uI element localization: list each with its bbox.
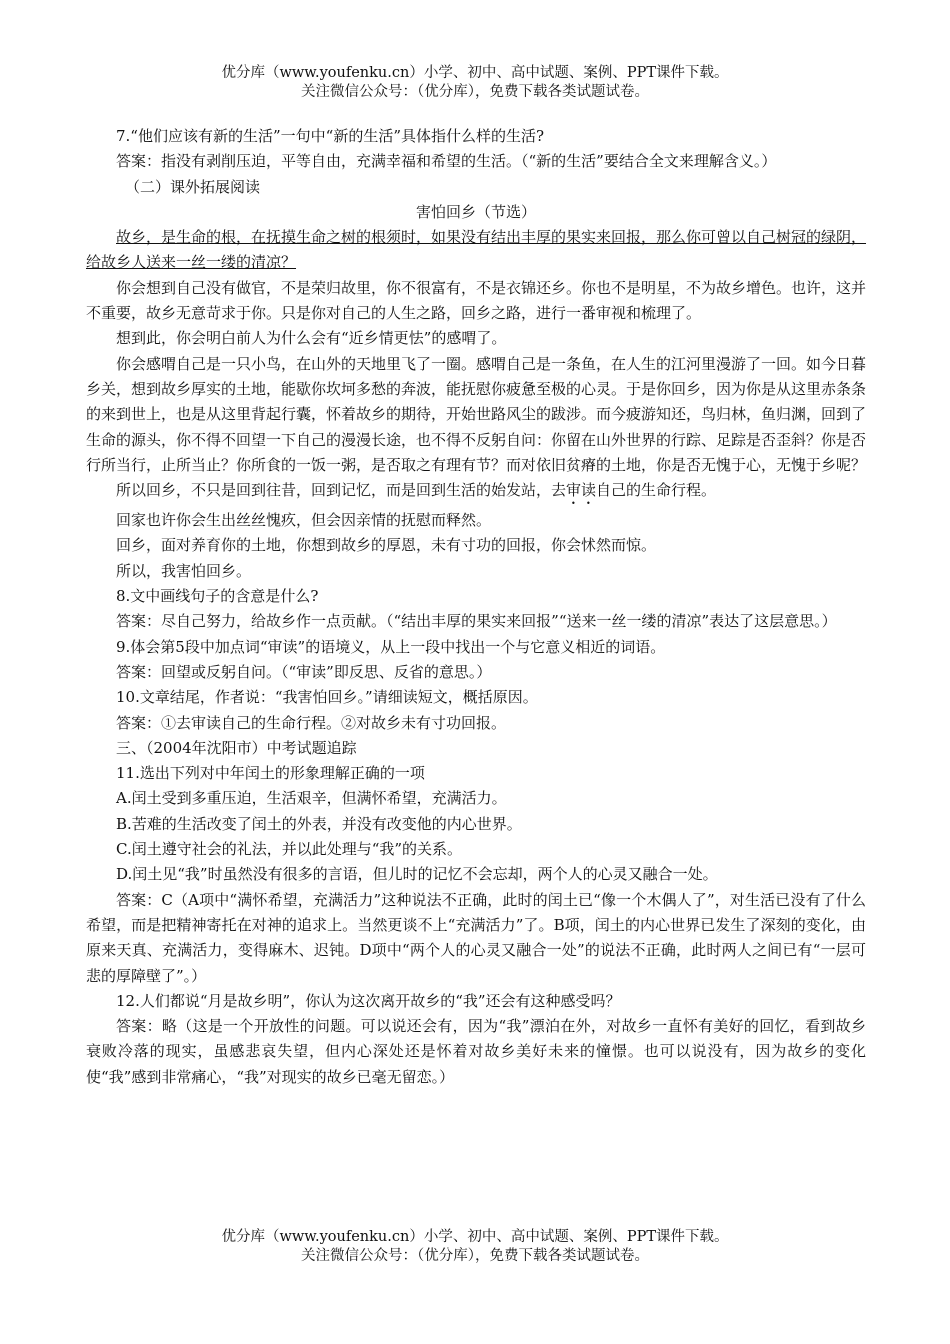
q11-answer: 答案：C（A项中“满怀希望，充满活力”这种说法不正确，此时的闰土已“像一个木偶人了”，对生活已没有了什么希望，而是把精神寄托在对神的追求上。当然更谈不上“充满活力”了。B项，闰土的内心世界已发生了深刻的变化，由原来天真、充满活力，变得麻木、迟钝。D项中“两个人的心灵又融合一处”的说法不正确，此时两人之间已有“一层可悲的厚障壁了”。）	[86, 890, 866, 985]
q10-question: 10.文章结尾，作者说：“我害怕回乡。”请细读短文，概括原因。	[116, 688, 538, 707]
passage-p1	[86, 225, 866, 276]
q7-question: 7.“他们应该有新的生活”一句中“新的生活”具体指什么样的生活?	[116, 127, 545, 145]
q12-question: 12.人们都说“月是故乡明”，你认为这次离开故乡的“我”还会有这种感受吗？	[116, 991, 621, 1010]
page-footer	[0, 1228, 950, 1266]
passage-title: 害怕回乡（节选）	[415, 202, 536, 221]
footer-line-2: 关注微信公众号：（优分库），免费下载各类试题试卷。	[301, 1248, 649, 1264]
passage-p2: 你会想到自己没有做官，不是荣归故里，你不很富有，不是衣锦还乡。你也不是明星，不为故乡增色。也许，这并不重要，故乡无意苛求于你。只是你对自己的人生之路，回乡之路，进行一番审视和梳理了。	[86, 278, 867, 323]
passage-p4: 你会感喟自己是一只小鸟，在山外的天地里飞了一圈。感喟自己是一条鱼，在人生的江河里漫游了一回。如今日暮乡关，想到故乡厚实的土地，能歇你坎坷多愁的奔波，能抚慰你疲惫至极的心灵。于是你回乡，因为你是从这里赤条条的来到世上，也是从这里背起行囊，怀着故乡的期待，开始世路风尘的跋涉。而今疲游知还，鸟归林，鱼归渊，回到了生命的源头，你不得不回望一下自己的漫漫长途，也不得不反躬自问：你留在山外世界的行踪、足踪是否歪斜？你是否行所当行，止所当止？你所食的一饭一粥，是否取之有理有节？而对依旧贫瘠的土地，你是否无愧于心，无愧于乡呢？	[86, 354, 867, 474]
q8-question: 8.文中画线句子的含意是什么?	[116, 587, 319, 606]
header-line-2: 关注微信公众号：（优分库），免费下载各类试题试卷。	[301, 84, 649, 100]
q11-option-b: B.苦难的生活改变了闰土的外表，并没有改变他的内心世界。	[116, 814, 522, 833]
q11-option-d: D.闰土见“我”时虽然没有很多的言语，但儿时的记忆不会忘却，两个人的心灵又融合一处。	[116, 865, 718, 884]
footer-line-1: 优分库（www.youfenku.cn）小学、初中、高中试题、案例、PPT课件下载。	[221, 1229, 729, 1245]
q7-answer: 答案：指没有剥削压迫，平等自由，充满幸福和希望的生活。（“新的生活”要结合全文来理解含义。）	[116, 152, 777, 171]
underlined-sentence: 故乡，是生命的根，在抚摸生命之树的根须时，如果没有结出丰厚的果实来回报，那么你可曾以自己树冠的绿阴，给故乡人送来一丝一缕的清凉？	[86, 228, 867, 272]
passage-p5	[86, 478, 866, 508]
section3-heading: 三、（2004年沈阳市）中考试题追踪	[116, 738, 357, 757]
q12-answer: 答案：略（这是一个开放性的问题。可以说还会有，因为“我”漂泊在外，对故乡一直怀有美好的回忆，看到故乡衰败冷落的现实，虽感悲哀失望，但内心深处还是怀着对故乡美好未来的憧憬。也可以说没有，因为故乡的变化使“我”感到非常痛心，“我”对现实的故乡已毫无留恋。）	[86, 1017, 866, 1086]
q9-answer: 答案：回望或反躬自问。（“审读”即反思、反省的意思。）	[116, 662, 492, 681]
passage-p3: 想到此，你会明白前人为什么会有“近乡情更怯”的感喟了。	[116, 329, 507, 348]
q11-option-a: A.闰土受到多重压迫，生活艰辛，但满怀希望，充满活力。	[116, 789, 507, 808]
q11-option-c: C.闰土遵守社会的礼法，并以此处理与“我”的关系。	[116, 840, 463, 859]
document-body	[86, 124, 866, 1090]
p5-before: 所以回乡，不只是回到往昔，回到记忆，而是回到生活的始发站，去	[116, 481, 567, 500]
q11-question: 11.选出下列对中年闰土的形象理解正确的一项	[116, 764, 425, 783]
dotted-word: 审读	[566, 481, 597, 500]
section2-heading: （二）课外拓展阅读	[125, 177, 261, 196]
q8-answer: 答案：尽自己努力，给故乡作一点贡献。（“结出丰厚的果实来回报”“送来一丝一缕的清凉”表达了这层意思。）	[116, 612, 837, 631]
passage-p6: 回家也许你会生出丝丝愧疚，但会因亲情的抚慰而释然。	[116, 511, 492, 530]
q10-answer: 答案：①去审读自己的生命行程。②对故乡未有寸功回报。	[116, 713, 507, 732]
q9-question: 9.体会第5段中加点词“审读”的语境义，从上一段中找出一个与它意义相近的词语。	[116, 637, 666, 656]
header-line-1: 优分库（www.youfenku.cn）小学、初中、高中试题、案例、PPT课件下载。	[221, 65, 729, 81]
passage-p7: 回乡，面对养育你的土地，你想到故乡的厚恩，未有寸功的回报，你会怵然而惊。	[116, 536, 657, 555]
p5-after: 自己的生命行程。	[596, 481, 717, 500]
page-header	[0, 64, 950, 102]
passage-p8: 所以，我害怕回乡。	[116, 561, 252, 580]
